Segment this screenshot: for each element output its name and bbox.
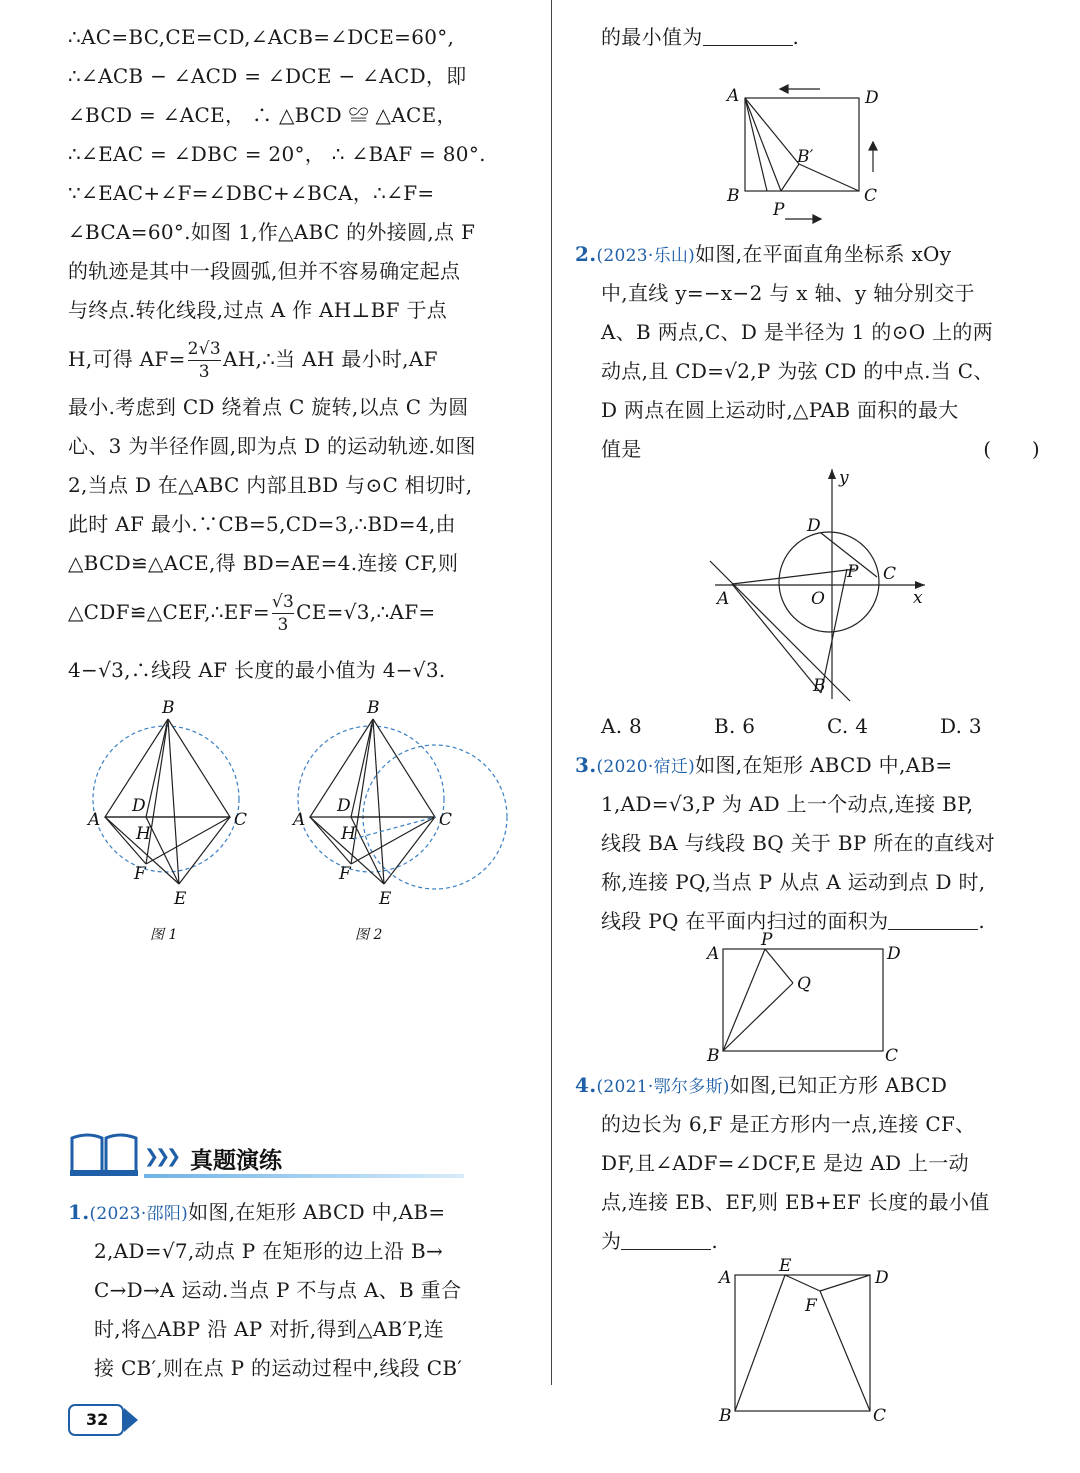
label-b: B xyxy=(727,186,740,206)
q3-number: 3. xyxy=(575,753,597,777)
label-d: D xyxy=(875,1268,889,1288)
q1-figure xyxy=(575,57,1040,220)
q2-line: D 两点在圆上运动时,△PAB 面积的最大 xyxy=(601,398,959,422)
q4-line: 为 . xyxy=(601,1229,718,1253)
frac-pre: △CDF≌△CEF,∴EF= xyxy=(68,600,270,624)
fraction-line xyxy=(68,330,533,388)
label-b: B xyxy=(367,698,380,718)
figure-2 xyxy=(298,719,507,889)
label-q: Q xyxy=(797,974,811,994)
text-line: 最小.考虑到 CD 绕着点 C 旋转,以点 C 为圆 xyxy=(68,395,469,419)
q1-text: 如图,在矩形 ABCD 中,AB= xyxy=(188,1200,446,1224)
text-line: 与终点.转化线段,过点 A 作 AH⊥BF 于点 xyxy=(68,298,448,322)
q3-text: 线段 PQ 在平面内扫过的面积为 xyxy=(601,909,889,933)
label-e: E xyxy=(379,889,392,909)
q3-line: 线段 BA 与线段 BQ 关于 BP 所在的直线对 xyxy=(601,831,996,855)
q4-text: 如图,已知正方形 ABCD xyxy=(729,1073,948,1097)
page-number: 32 xyxy=(86,1410,109,1429)
label-e: E xyxy=(779,1256,792,1276)
q2-line: 动点,且 CD=√2,P 为弦 CD 的中点.当 C、 xyxy=(601,359,994,383)
text-line: ∠BCA=60°.如图 1,作△ABC 的外接圆,点 F xyxy=(68,220,476,244)
q2-options xyxy=(575,707,1040,746)
denominator: 3 xyxy=(198,362,210,382)
label-b: B xyxy=(719,1406,732,1426)
numerator: 2√3 xyxy=(187,339,222,359)
q2-text: 如图,在平面直角坐标系 xOy xyxy=(695,242,952,266)
label-d: D xyxy=(337,796,351,816)
q2-source: (2023·乐山) xyxy=(596,246,696,266)
q4-number: 4. xyxy=(575,1073,597,1097)
answer-blank xyxy=(703,27,793,46)
text-line: △BCD≌△ACE,得 BD=AE=4.连接 CF,则 xyxy=(68,551,459,575)
question-1 xyxy=(68,1193,533,1388)
text-line: ∴∠ACB − ∠ACD = ∠DCE − ∠ACD，即 xyxy=(68,64,467,88)
section-title: 真题演练 xyxy=(190,1148,282,1174)
fig2-caption: 图 2 xyxy=(355,927,383,943)
text-line: 心、3 为半径作圆,即为点 D 的运动轨迹.如图 xyxy=(68,434,476,458)
q1-line: 接 CB′,则在点 P 的运动过程中,线段 CB′ xyxy=(94,1356,463,1380)
q1-line: 时,将△ABP 沿 AP 对折,得到△AB′P,连 xyxy=(94,1317,444,1341)
q3-figure xyxy=(575,930,1040,1066)
figure-1 xyxy=(93,719,239,884)
label-c: C xyxy=(439,810,453,830)
q4-line xyxy=(575,1066,1040,1105)
label-a: A xyxy=(727,86,740,106)
q4-line: 的边长为 6,F 是正方形内一点,连接 CF、 xyxy=(601,1112,976,1136)
q2-number: 2. xyxy=(575,242,597,266)
q2-line: A、B 两点,C、D 是半径为 1 的⊙O 上的两 xyxy=(601,320,994,344)
q2-figure xyxy=(575,469,1040,699)
q1-line: C→D→A 运动.当点 P 不与点 A、B 重合 xyxy=(94,1278,462,1302)
fraction xyxy=(188,338,221,383)
circumcircle xyxy=(93,726,239,872)
option-a[interactable]: A. 8 xyxy=(601,714,643,738)
text-line: ∴∠EAC = ∠DBC = 20°， ∴ ∠BAF = 80°. xyxy=(68,142,486,166)
answer-paren: ( ) xyxy=(983,437,1040,461)
label-c: C xyxy=(234,810,248,830)
q1-number: 1. xyxy=(68,1200,90,1224)
line-ab xyxy=(710,561,850,701)
label-b: B xyxy=(162,698,175,718)
label-b: B xyxy=(707,1046,720,1066)
label-a: A xyxy=(707,944,720,964)
q4-source: (2021·鄂尔多斯) xyxy=(596,1077,730,1097)
circle-o xyxy=(779,532,879,632)
text-line: ∴AC=BC,CE=CD,∠ACB=∠DCE=60°, xyxy=(68,25,455,49)
left-column xyxy=(68,18,533,949)
q2-text: 值是 xyxy=(601,437,642,461)
q3-line xyxy=(575,746,1040,785)
label-p: P xyxy=(847,562,859,582)
fraction xyxy=(272,591,294,636)
text-line: ∵∠EAC+∠F=∠DBC+∠BCA，∴∠F= xyxy=(68,181,435,205)
spacer xyxy=(575,177,1040,235)
right-column xyxy=(575,18,1040,1426)
q1-source: (2023·邵阳) xyxy=(89,1204,189,1224)
q4-figure xyxy=(575,1256,1040,1426)
chevrons-icon: ❯❯❯ xyxy=(144,1146,178,1167)
label-a: A xyxy=(88,810,101,830)
label-y: y xyxy=(839,468,849,488)
square-abcd xyxy=(735,1275,870,1411)
text-line: 此时 AF 最小.∵CB=5,CD=3,∴BD=4,由 xyxy=(68,512,456,536)
triangle-abc xyxy=(105,719,230,817)
label-a: A xyxy=(293,810,306,830)
q2-line: 中,直线 y=−x−2 与 x 轴、y 轴分别交于 xyxy=(601,281,975,305)
label-p: P xyxy=(773,200,785,220)
frac-post: AH,∴当 AH 最小时,AF xyxy=(223,347,438,371)
answer-blank xyxy=(621,1231,711,1250)
frac-post: CE=√3,∴AF= xyxy=(296,600,436,624)
book-icon xyxy=(68,1128,140,1178)
column-divider xyxy=(551,0,552,1385)
q3-line: 称,连接 PQ,当点 P 从点 A 运动到点 D 时, xyxy=(601,870,986,894)
option-d[interactable]: D. 3 xyxy=(940,714,982,738)
label-d: D xyxy=(887,944,901,964)
rectangle-abcd xyxy=(723,949,883,1051)
label-c: C xyxy=(873,1406,887,1426)
option-b[interactable]: B. 6 xyxy=(714,714,756,738)
option-c[interactable]: C. 4 xyxy=(827,714,869,738)
label-p: P xyxy=(761,930,773,950)
text-line: 的轨迹是其中一段圆弧,但并不容易确定起点 xyxy=(68,259,461,283)
label-c: C xyxy=(883,564,897,584)
label-d: D xyxy=(132,796,146,816)
answer-blank xyxy=(888,911,978,930)
label-e: E xyxy=(174,889,187,909)
label-f: F xyxy=(134,864,146,884)
label-f: F xyxy=(339,864,351,884)
text-line: 2,当点 D 在△ABC 内部且BD 与⊙C 相切时, xyxy=(68,473,473,497)
q3-line: 线段 PQ 在平面内扫过的面积为 . xyxy=(601,909,986,933)
q1-line xyxy=(68,1193,533,1232)
denominator: 3 xyxy=(277,615,289,635)
q4-text: 为 xyxy=(601,1229,622,1253)
q1-line: 2,AD=√7,动点 P 在矩形的边上沿 B→ xyxy=(94,1239,444,1263)
q4-line: DF,且∠ADF=∠DCF,E 是边 AD 上一动 xyxy=(601,1151,969,1175)
label-b-prime: B′ xyxy=(797,147,814,167)
label-f: F xyxy=(805,1296,817,1316)
page-number-box xyxy=(68,1402,138,1436)
q1-cont-text: 的最小值为 xyxy=(601,25,703,49)
label-h: H xyxy=(341,824,356,844)
q2-line xyxy=(575,235,1040,274)
numerator: √3 xyxy=(271,592,295,612)
label-o: O xyxy=(811,589,825,609)
text-line: ∠BCD = ∠ACE， ∴ △BCD ≌ △ACE， xyxy=(68,103,457,127)
q3-text: 如图,在矩形 ABCD 中,AB= xyxy=(695,753,953,777)
label-d: D xyxy=(865,88,879,108)
label-d: D xyxy=(807,516,821,536)
figures-1-2 xyxy=(68,699,533,949)
label-c: C xyxy=(864,186,878,206)
label-x: x xyxy=(913,588,923,608)
label-a: A xyxy=(719,1268,732,1288)
label-a: A xyxy=(717,589,730,609)
fraction-line xyxy=(68,583,533,641)
label-h: H xyxy=(136,824,151,844)
label-c: C xyxy=(885,1046,899,1066)
q4-line: 点,连接 EB、EF,则 EB+EF 长度的最小值 xyxy=(601,1190,990,1214)
q2-line xyxy=(575,430,1040,469)
label-b: B xyxy=(813,676,826,696)
fig1-caption: 图 1 xyxy=(150,927,178,943)
text-line: 4−√3,∴线段 AF 长度的最小值为 4−√3. xyxy=(68,658,446,682)
q3-line: 1,AD=√3,P 为 AD 上一个动点,连接 BP, xyxy=(601,792,974,816)
section-underline xyxy=(144,1174,464,1178)
section-header xyxy=(68,1128,408,1178)
q1-continuation: 的最小值为 . xyxy=(601,25,800,49)
q3-source: (2020·宿迁) xyxy=(596,757,696,777)
frac-pre: H,可得 AF= xyxy=(68,347,186,371)
